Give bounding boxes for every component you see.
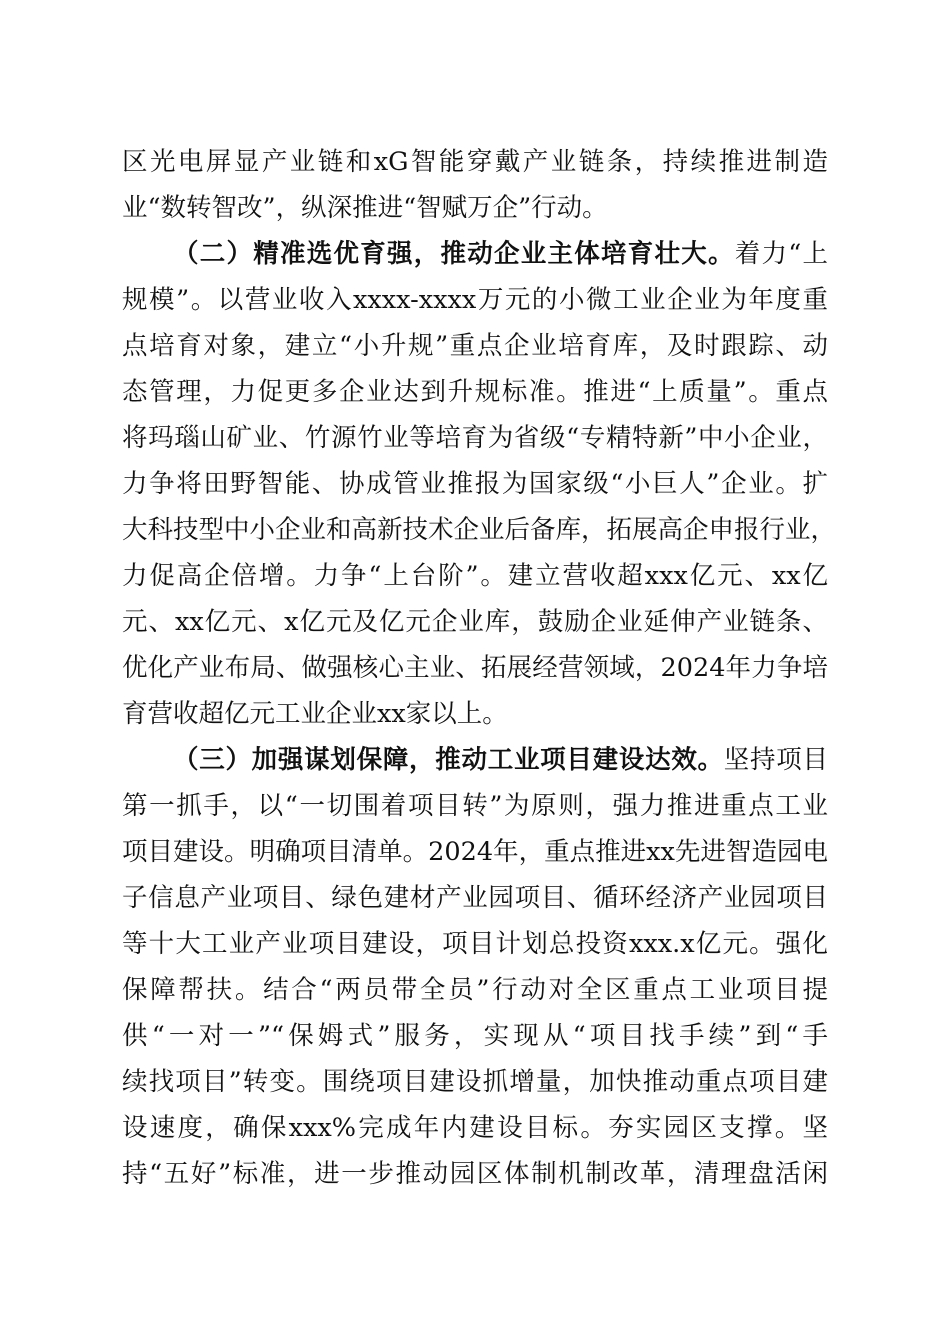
line-text: 态管理，力促更多企业达到升规标准。推进“上质量”。重点: [122, 377, 828, 407]
text-line: [122, 508, 837, 552]
text-line: [122, 416, 828, 460]
line-text: 规模”。以营业收入xxxx-xxxx万元的小微工业企业为年度重: [122, 285, 828, 315]
text-line: [122, 140, 828, 184]
line-text: 力争将田野智能、协成管业推报为国家级“小巨人”企业。扩: [122, 469, 828, 499]
line-text: 项目建设。明确项目清单。2024年，重点推进xx先进智造园电: [122, 837, 828, 867]
text-line: [122, 554, 828, 598]
text-line: [122, 876, 828, 920]
text-line: [122, 1060, 828, 1104]
line-text: 设速度，确保xxx%完成年内建设目标。夯实园区支撑。坚: [122, 1113, 828, 1143]
line-text: 区光电屏显产业链和xG智能穿戴产业链条，持续推进制造: [122, 147, 828, 177]
text-line: [122, 186, 828, 230]
line-text: 第一抓手，以“一切围着项目转”为原则，强力推进重点工业: [122, 791, 828, 821]
text-line: [122, 1152, 828, 1196]
section-heading: （三）加强谋划保障，推动工业项目建设达效。: [173, 745, 724, 775]
text-line: [122, 784, 828, 828]
text-line: [122, 922, 828, 966]
text-line: [122, 600, 828, 644]
text-line: [122, 278, 828, 322]
line-text: 着力“上: [734, 239, 828, 269]
text-line: [122, 692, 828, 736]
line-text: 优化产业布局、做强核心主业、拓展经营领域，2024年力争培: [122, 653, 828, 683]
line-text: 大科技型中小企业和高新技术企业后备库，拓展高企申报行业，: [122, 515, 837, 545]
line-text: 供“一对一”“保姆式”服务，实现从“项目找手续”到“手: [122, 1021, 828, 1051]
line-text: 力促高企倍增。力争“上台阶”。建立营收超xxx亿元、xx亿: [122, 561, 828, 591]
section-heading: （二）精准选优育强，推动企业主体培育壮大。: [173, 239, 735, 269]
text-line: [122, 968, 828, 1012]
line-text: 续找项目”转变。围绕项目建设抓增量，加快推动重点项目建: [122, 1067, 828, 1097]
section-heading-line: [173, 232, 828, 276]
line-text: 持“五好”标准，进一步推动园区体制机制改革，清理盘活闲: [122, 1159, 828, 1189]
text-line: [122, 370, 828, 414]
text-line: [122, 1106, 828, 1150]
line-text: 等十大工业产业项目建设，项目计划总投资xxx.x亿元。强化: [122, 929, 828, 959]
line-text: 元、xx亿元、x亿元及亿元企业库，鼓励企业延伸产业链条、: [122, 607, 828, 637]
line-text: 业“数转智改”，纵深推进“智赋万企”行动。: [122, 193, 608, 223]
line-text: 坚持项目: [723, 745, 828, 775]
line-text: 将玛瑙山矿业、竹源竹业等培育为省级“专精特新”中小企业，: [122, 423, 828, 453]
line-text: 子信息产业项目、绿色建材产业园项目、循环经济产业园项目: [122, 883, 828, 913]
text-line: [122, 1014, 828, 1058]
text-line: [122, 830, 828, 874]
text-line: [122, 324, 828, 368]
line-text: 点培育对象，建立“小升规”重点企业培育库，及时跟踪、动: [122, 331, 828, 361]
section-heading-line: [173, 738, 828, 782]
text-line: [122, 462, 828, 506]
text-line: [122, 646, 828, 690]
line-text: 保障帮扶。结合“两员带全员”行动对全区重点工业项目提: [122, 975, 828, 1005]
line-text: 育营收超亿元工业企业xx家以上。: [122, 699, 508, 729]
